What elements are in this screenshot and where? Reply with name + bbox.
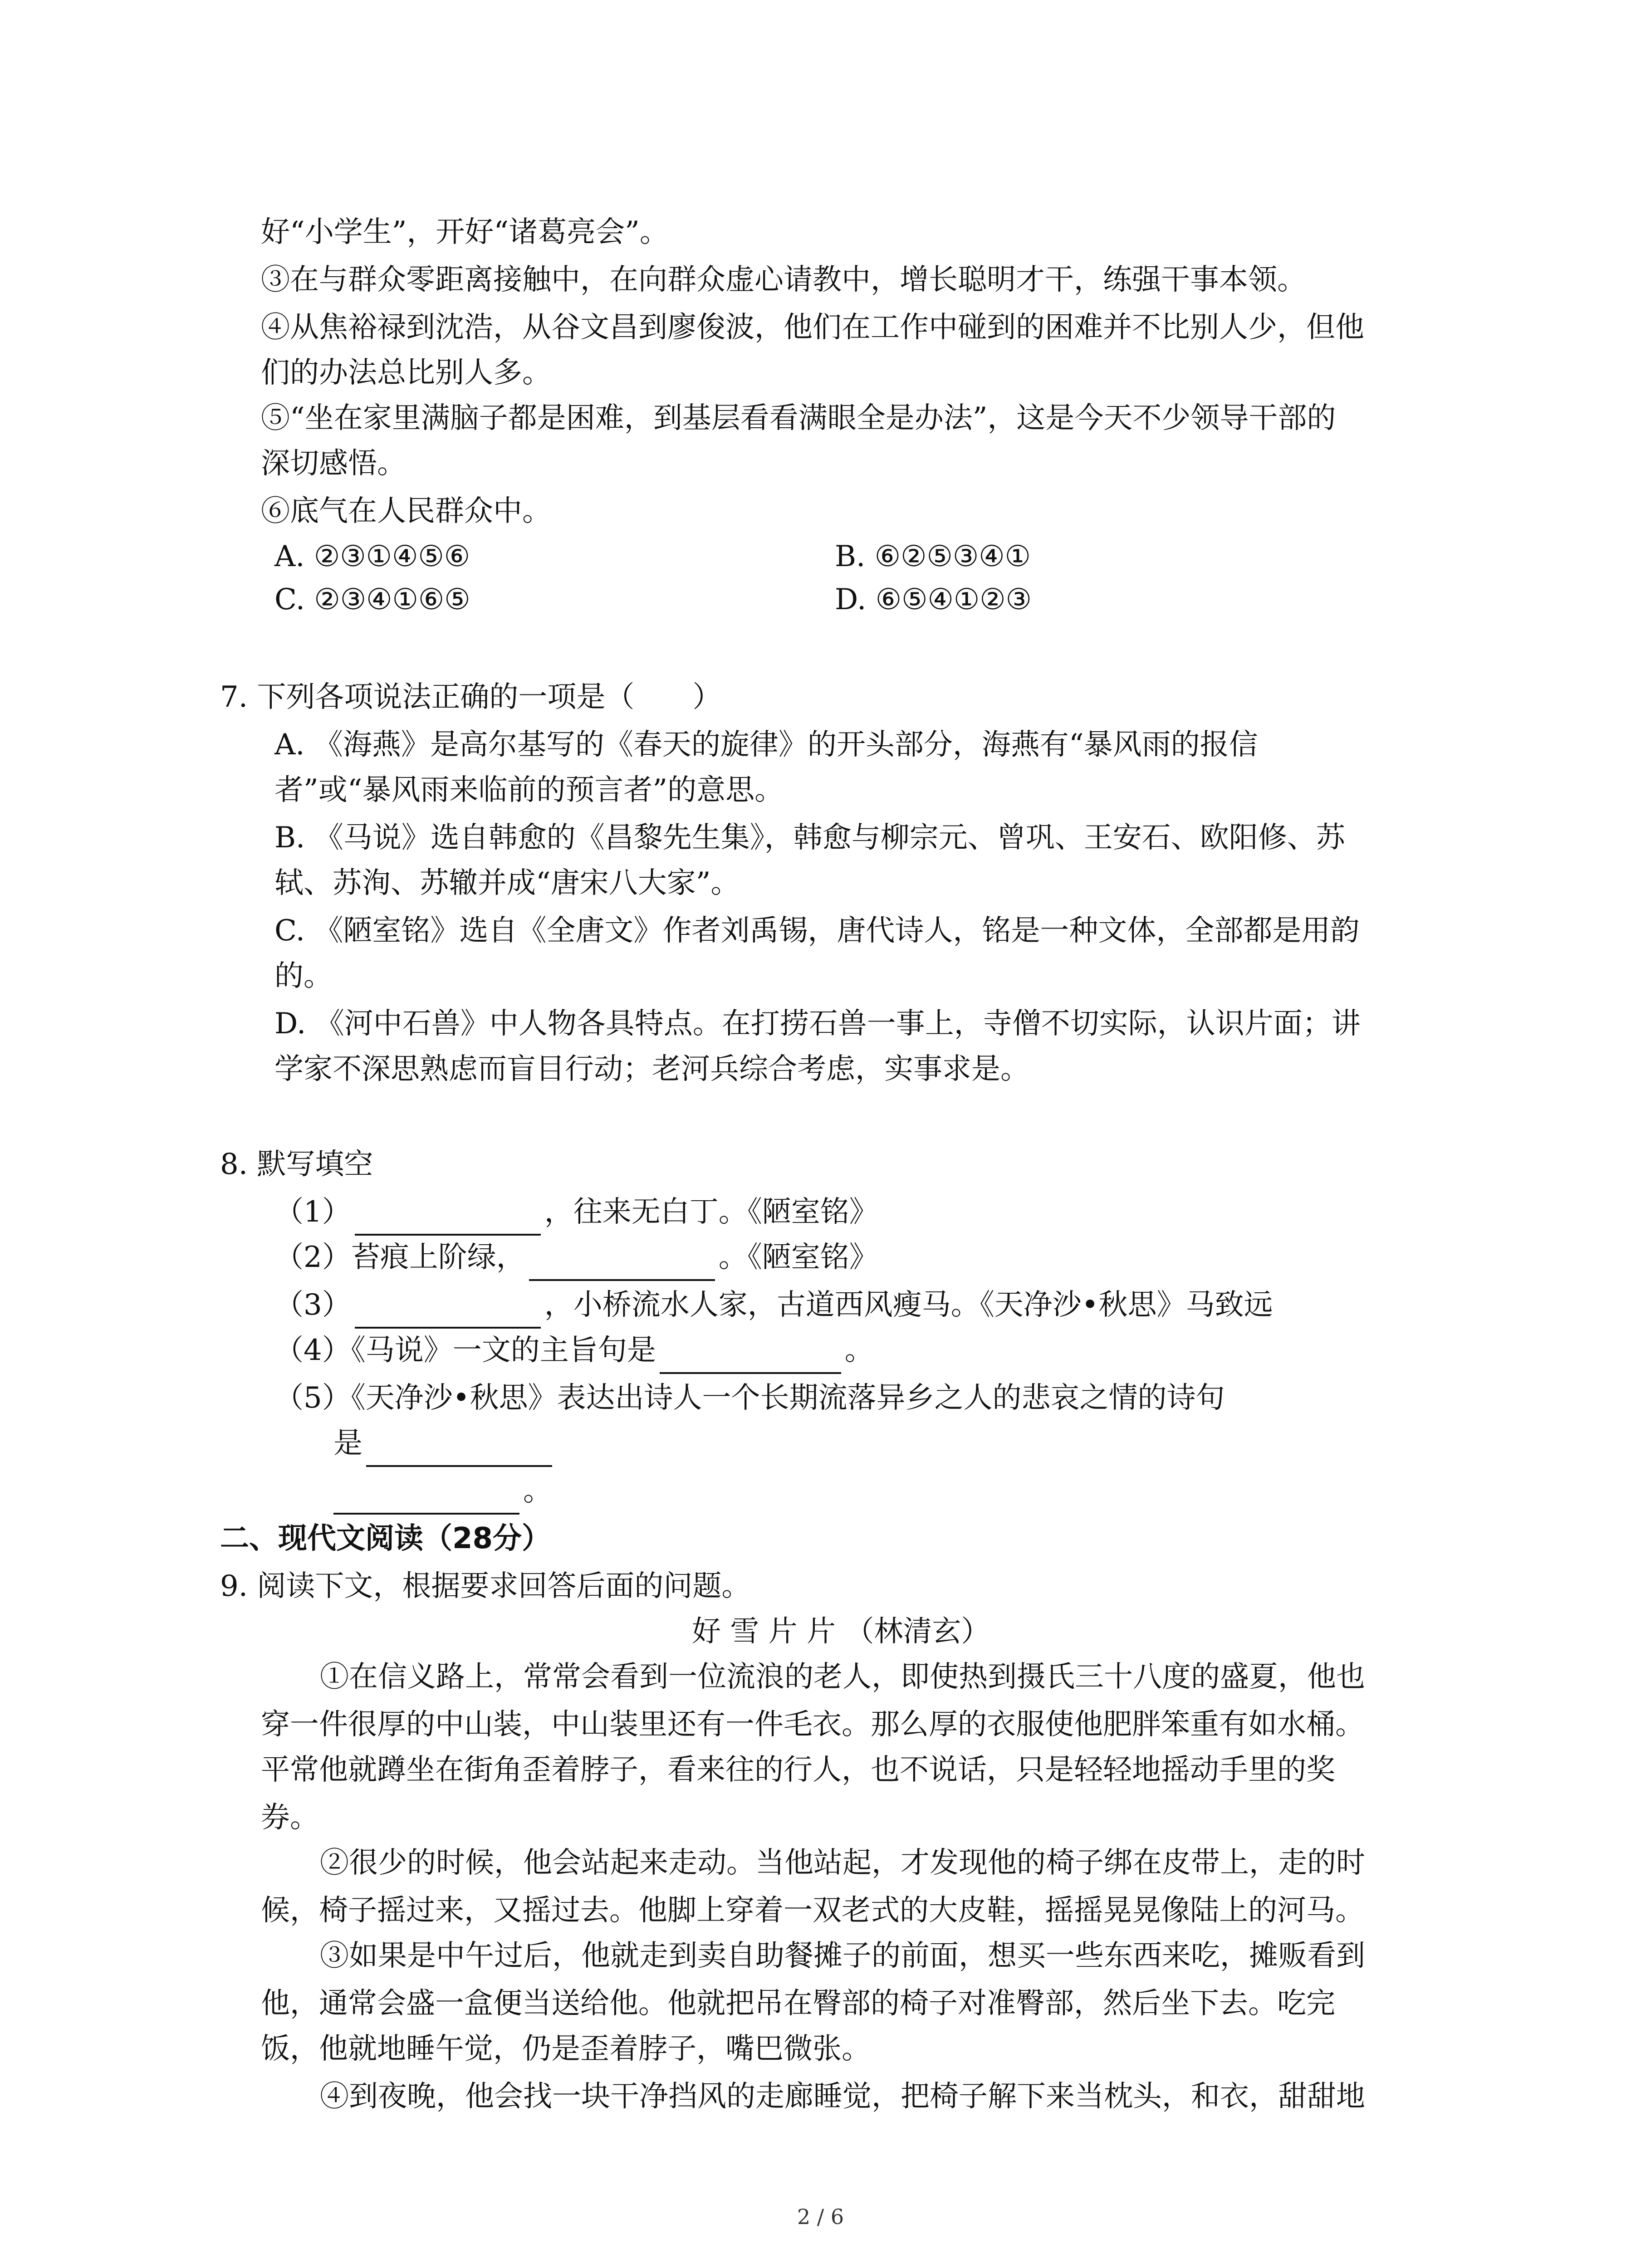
q8-item-2-post: 。《陋室铭》	[718, 1241, 878, 1274]
q7-line-2: 者”或“暴风雨来临前的预言者”的意思。	[274, 773, 784, 807]
q8-item-5-cont	[333, 1420, 556, 1467]
q8-item-5-text: 《天净沙•秋思》表达出诗人一个长期流落异乡之人的悲哀之情的诗句	[351, 1381, 1225, 1415]
q6-line-4: 们的办法总比别人多。	[261, 356, 551, 390]
q8-item-1-text: ，往来无白丁。《陋室铭》	[544, 1195, 878, 1229]
q8-item-4-post: 。	[844, 1334, 874, 1367]
q9-stem: 9. 阅读下文，根据要求回答后面的问题。	[220, 1569, 751, 1603]
q8-item-1	[274, 1188, 878, 1236]
q7-line-3: B. 《马说》选自韩愈的《昌黎先生集》，韩愈与柳宗元、曾巩、王安石、欧阳修、苏	[274, 821, 1345, 855]
q7-line-1: A. 《海燕》是高尔基写的《春天的旋律》的开头部分，海燕有“暴风雨的报信	[274, 728, 1258, 762]
passage-line-1: ①在信义路上，常常会看到一位流浪的老人，即使热到摄氏三十八度的盛夏，他也	[320, 1660, 1365, 1694]
q8-item-4-pre: 《马说》一文的主旨句是	[351, 1334, 656, 1367]
q6-line-1: 好“小学生”，开好“诸葛亮会”。	[261, 215, 669, 249]
q8-item-5-cont-2	[333, 1467, 552, 1515]
q6-option-c: C. ②③④①⑥⑤	[274, 583, 470, 616]
fill-blank-2[interactable]	[529, 1252, 715, 1281]
q8-item-2	[274, 1234, 878, 1281]
passage-line-4: 券。	[261, 1801, 319, 1834]
q8-item-5	[274, 1374, 1225, 1422]
q6-line-5: ⑤“坐在家里满脑子都是困难，到基层看看满眼全是办法”，这是今天不少领导干部的	[261, 401, 1336, 435]
q7-stem: 7. 下列各项说法正确的一项是（ ）	[220, 680, 722, 714]
q8-stem: 8. 默写填空	[220, 1148, 373, 1181]
q7-line-4: 轼、苏洵、苏辙并成“唐宋八大家”。	[274, 866, 740, 900]
q8-item-5-end: 。	[523, 1474, 552, 1508]
q7-line-5: C. 《陋室铭》选自《全唐文》作者刘禹锡，唐代诗人，铭是一种文体，全部都是用韵	[274, 914, 1360, 948]
q6-line-7: ⑥底气在人民群众中。	[261, 494, 551, 528]
passage-line-9: 饭，他就地睡午觉，仍是歪着脖子，嘴巴微张。	[261, 2032, 871, 2066]
q8-item-3-number: （3）	[274, 1288, 351, 1322]
passage-line-10: ④到夜晚，他会找一块干净挡风的走廊睡觉，把椅子解下来当枕头，和衣，甜甜地	[320, 2080, 1365, 2113]
section-heading: 二、现代文阅读（28分）	[220, 1522, 551, 1555]
q6-line-3: ④从焦裕禄到沈浩，从谷文昌到廖俊波，他们在工作中碰到的困难并不比别人少，但他	[261, 311, 1364, 344]
fill-blank-1[interactable]	[355, 1207, 541, 1236]
q7-line-8: 学家不深思熟虑而盲目行动；老河兵综合考虑，实事求是。	[274, 1052, 1029, 1086]
q8-item-4	[274, 1327, 874, 1374]
passage-line-6: 候，椅子摇过来，又摇过去。他脚上穿着一双老式的大皮鞋，摇摇晃晃像陆上的河马。	[261, 1894, 1364, 1927]
passage-line-5: ②很少的时候，他会站起来走动。当他站起，才发现他的椅子绑在皮带上，走的时	[320, 1846, 1365, 1880]
q6-option-a: A. ②③①④⑤⑥	[274, 540, 470, 573]
passage-line-2: 穿一件很厚的中山装，中山装里还有一件毛衣。那么厚的衣服使他肥胖笨重有如水桶。	[261, 1708, 1364, 1741]
q8-item-1-number: （1）	[274, 1195, 351, 1229]
q8-item-2-pre: 苔痕上阶绿，	[351, 1241, 525, 1274]
q8-item-5-is: 是	[333, 1427, 362, 1460]
fill-blank-5b[interactable]	[333, 1486, 519, 1515]
page-number: 2 / 6	[797, 2204, 844, 2229]
q6-option-b: B. ⑥②⑤③④①	[835, 540, 1031, 573]
q8-item-2-number: （2）	[274, 1241, 351, 1274]
q8-item-5-number: （5）	[274, 1381, 351, 1415]
q6-option-d: D. ⑥⑤④①②③	[835, 583, 1032, 616]
q6-line-2: ③在与群众零距离接触中，在向群众虚心请教中，增长聪明才干，练强干事本领。	[261, 263, 1306, 297]
q6-line-6: 深切感悟。	[261, 447, 406, 480]
q8-item-4-number: （4）	[274, 1334, 351, 1367]
q7-line-7: D. 《河中石兽》中人物各具特点。在打捞石兽一事上，寺僧不切实际，认识片面；讲	[274, 1007, 1361, 1041]
q8-item-3	[274, 1281, 1273, 1329]
fill-blank-4[interactable]	[660, 1345, 841, 1374]
q7-line-6: 的。	[274, 959, 333, 993]
passage-line-8: 他，通常会盛一盒便当送给他。他就把吊在臀部的椅子对准臀部，然后坐下去。吃完	[261, 1987, 1335, 2020]
passage-line-7: ③如果是中午过后，他就走到卖自助餐摊子的前面，想买一些东西来吃，摊贩看到	[320, 1939, 1365, 1973]
q8-item-3-text: ，小桥流水人家，古道西风瘦马。《天净沙•秋思》马致远	[544, 1288, 1273, 1322]
passage-line-3: 平常他就蹲坐在街角歪着脖子，看来往的行人，也不说话，只是轻轻地摇动手里的奖	[261, 1753, 1335, 1787]
passage-title: 好 雪 片 片 （林清玄）	[692, 1615, 990, 1648]
fill-blank-5a[interactable]	[366, 1438, 552, 1467]
fill-blank-3[interactable]	[355, 1300, 541, 1329]
